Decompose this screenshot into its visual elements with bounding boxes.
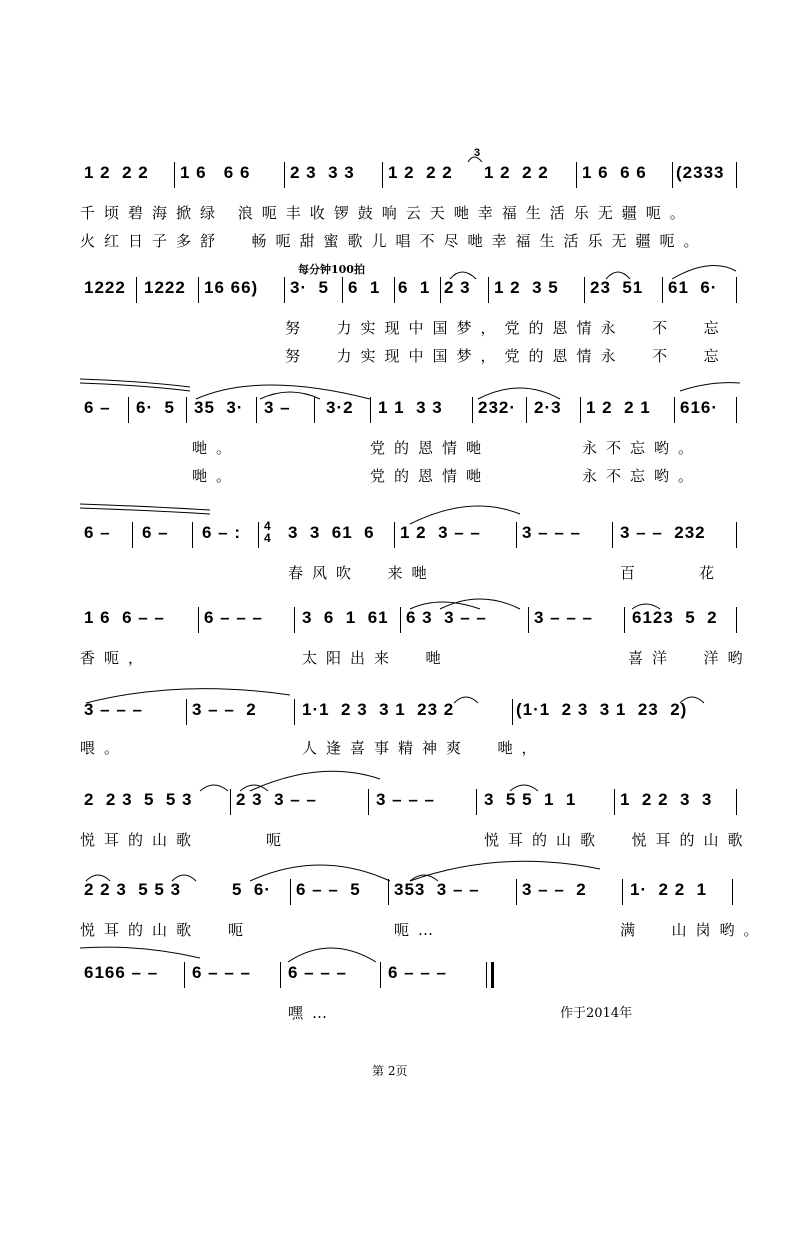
measure: 6 – (142, 523, 169, 542)
measure: 6 3 3 – – (406, 608, 487, 627)
measure: 2 3 3 – – (236, 790, 317, 809)
measure: 6 – (84, 398, 111, 417)
measure: 1 6 6 – – (84, 608, 165, 627)
measure: 1 2 2 2 (388, 163, 453, 182)
lyric-line-1: 努 力实现中国梦，党的恩情永 不 忘 (285, 319, 728, 337)
score-system-4 (80, 520, 740, 590)
measure: 61 6· (668, 278, 718, 297)
lyric-segment: 喂。 (80, 739, 129, 757)
measure: 1 6 6 6 (582, 163, 647, 182)
measure: 1 2 2 2 (484, 163, 549, 182)
composition-date: 作于2014年 (560, 1006, 633, 1021)
score-system-2 (80, 263, 740, 375)
measure: 6 1 (398, 278, 431, 297)
barline (136, 277, 137, 303)
tempo-marking: 每分钟100拍 (298, 263, 365, 276)
measure: 1· 2 2 1 (630, 880, 708, 899)
measure: 232· (478, 398, 517, 417)
measure: 3 – – 232 (620, 523, 706, 542)
lyric-segment: 人逢喜事精神爽 哋， (302, 739, 546, 757)
measure: 1 2 2 3 3 (620, 790, 713, 809)
measure: 3 – – – (84, 700, 143, 719)
lyric-segment: 呃 (228, 921, 253, 939)
barline (576, 162, 577, 188)
lyric-segment: 悦耳的山歌 悦耳的山歌 (484, 831, 752, 849)
measure: 35 3· (194, 398, 244, 417)
score-system-3 (80, 395, 740, 495)
measure: 2·3 (534, 398, 562, 417)
lyric-segment: 党的恩情哋 (370, 439, 491, 457)
measure: 6 – – – (204, 608, 263, 627)
measure: 1 1 3 3 (378, 398, 443, 417)
score-system-8 (80, 877, 768, 947)
lyric-segment: 党的恩情哋 (370, 467, 491, 485)
lyric-segment: 呃… (394, 921, 443, 939)
measure: 6 – – 5 (296, 880, 361, 899)
barline (672, 162, 673, 188)
measure: 23 51 (590, 278, 644, 297)
measure: 3 6 1 61 (302, 608, 389, 627)
measure: 1 2 3 – – (400, 523, 481, 542)
measure: 3· 5 (290, 278, 330, 297)
measure: 2 3 3 3 (290, 163, 355, 182)
slur-marks (440, 263, 740, 283)
lyric-segment: 百 花 (620, 564, 724, 582)
lyric-segment: 永不忘哟。 (582, 467, 703, 485)
measure: 2 2 3 5 5 3 (84, 790, 193, 809)
lyric-line-1: 千顷碧海掀绿 浪呃丰收锣鼓响云天哋幸福生活乐无疆呃。 (80, 204, 694, 222)
measure: 6 – (84, 523, 111, 542)
measure: 3 3 61 6 (288, 523, 375, 542)
measure: 16 66) (204, 278, 259, 297)
measure: 3 – – 2 (192, 700, 257, 719)
measure: 616· (680, 398, 719, 417)
measure: 6 – : (202, 523, 242, 542)
slur-marks (80, 377, 740, 403)
slur-marks (80, 683, 740, 705)
measure: 3 – – – (522, 523, 581, 542)
barline (342, 277, 343, 303)
measure: 1222 (84, 278, 126, 297)
score-system-7 (80, 787, 752, 857)
measure: 5 6· (232, 880, 272, 899)
measure: 1 2 2 2 (84, 163, 149, 182)
measure: 6 – – – (388, 963, 447, 982)
measure: 1 2 3 5 (494, 278, 559, 297)
measure: 3 – (264, 398, 291, 417)
measure: 1 2 2 1 (586, 398, 651, 417)
measure: 2 2 3 5 5 3 (84, 880, 182, 899)
score-system-1 (80, 148, 740, 260)
lyric-segment: 哋。 (192, 439, 241, 457)
barline (394, 277, 395, 303)
measure: 6 1 (348, 278, 381, 297)
page-number: 第 2页 (372, 1064, 408, 1078)
lyric-segment: 春风吹 来哋 (288, 564, 436, 582)
triplet-mark (460, 148, 490, 168)
slur-marks (80, 940, 740, 966)
score-system-9 (80, 960, 740, 1030)
lyric-line-2: 努 力实现中国梦，党的恩情永 不 忘 (285, 347, 728, 365)
measure: 3 – – – (534, 608, 593, 627)
lyric-segment: 永不忘哟。 (582, 439, 703, 457)
score-system-6 (80, 697, 740, 767)
slur-marks (80, 769, 740, 795)
measure: 6166 – – (84, 963, 159, 982)
measure: 1 6 6 6 (180, 163, 251, 182)
lyric-line-2: 火红日子多舒 畅呃甜蜜歌儿唱不尽哋幸福生活乐无疆呃。 (80, 232, 708, 250)
measure: 1·1 2 3 3 1 23 2 (302, 700, 455, 719)
score-system-5 (80, 605, 752, 675)
lyric-segment: 喜洋 洋哟 (628, 649, 752, 667)
barline (174, 162, 175, 188)
lyric-segment: 满 山岗哟。 (620, 921, 768, 939)
lyric-segment: 悦耳的山歌 (80, 921, 201, 939)
lyric-segment: 哋。 (192, 467, 241, 485)
lyric-segment: 嘿… (288, 1004, 337, 1022)
measure: 3 5 5 1 1 (484, 790, 577, 809)
measure: 3 – – – (376, 790, 435, 809)
slur-marks (80, 593, 740, 613)
lyric-segment: 香呃， (80, 649, 153, 667)
slur-marks (80, 859, 740, 885)
lyric-segment: 悦耳的山歌 (80, 831, 201, 849)
slur-marks (80, 502, 740, 528)
measure: 3·2 (326, 398, 354, 417)
measure: 6· 5 (136, 398, 176, 417)
measure: 353 3 – – (394, 880, 480, 899)
measure: (2333 (676, 163, 725, 182)
barline (284, 277, 285, 303)
time-signature: 4 4 (264, 519, 272, 545)
measure: 3 – – 2 (522, 880, 587, 899)
measure: 1222 (144, 278, 186, 297)
lyric-segment: 太阳出来 哋 (302, 649, 450, 667)
barline (382, 162, 383, 188)
measure: 6 – – – (192, 963, 251, 982)
measure: 6 – – – (288, 963, 347, 982)
measure: (1·1 2 3 3 1 23 2) (516, 700, 688, 719)
barline (284, 162, 285, 188)
barline (198, 277, 199, 303)
lyric-segment: 呃 (266, 831, 291, 849)
measure: 2 3 (444, 278, 471, 297)
barline (736, 162, 737, 188)
notes-row (80, 160, 740, 194)
svg-text:3: 3 (474, 148, 481, 159)
measure: 6123 5 2 (632, 608, 718, 627)
